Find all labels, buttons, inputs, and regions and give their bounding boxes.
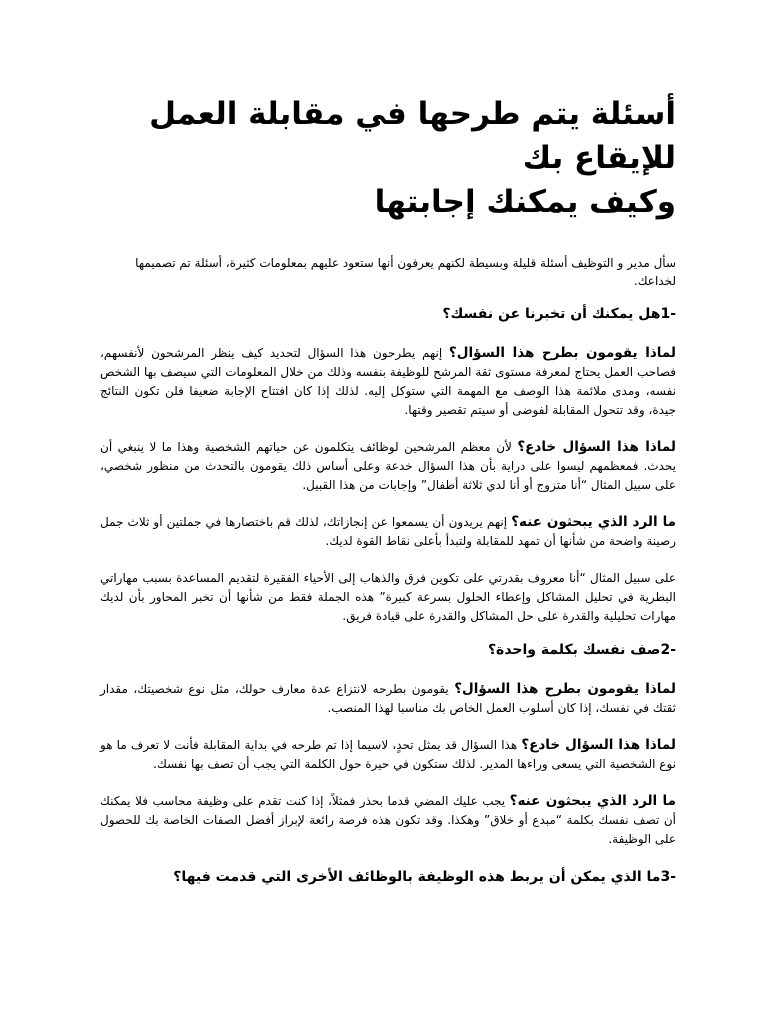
q2-why-label: لماذا يقومون بطرح هذا السؤال؟	[454, 681, 676, 697]
q1-answer-text: إنهم يريدون أن يسمعوا عن إنجازاتك، لذلك قم باختصارها في جملتين أو ثلاث جمل رصينة واضحة من شأنها أن تمهد للمقابلة ولتبدأ بأعلى نقاط القوة لديك.	[100, 515, 676, 548]
q1-why-text: إنهم يطرحون هذا السؤال لتحديد كيف ينظر المرشحون لأنفسهم، فصاحب العمل يحتاج لمعرفة مستوى ثقة المرشح للوظيفة بنفسه وذلك من خلال المعلومات التي سيصف بها الشخص نفسه، ومدى ملائمة هذا الوصف مع المهمة التي ستوكل إليه. لذلك إذا كان افتتاح الإجابة ضعيفا فلن تكون النتائج جيدة، وقد تتحول المقابلة لفوضى أو سيتم تقصير وقتها.	[100, 346, 676, 417]
document-title	[100, 92, 676, 224]
question-3-heading: -3ما الذي يمكن أن يربط هذه الوظيفة بالوظائف الأخرى التي قدمت فيها؟	[173, 869, 676, 885]
q1-why-label: لماذا يقومون بطرح هذا السؤال؟	[448, 345, 676, 361]
q2-tricky-label: لماذا هذا السؤال خادع؟	[521, 737, 676, 753]
q2-why-text: يقومون بطرحه لانتزاع عدة معارف حولك، مثل نوع شخصيتك، مقدار ثقتك في نفسك، إذا كان أسلوب العمل الخاص بك مناسبا لهذا المنصب.	[100, 682, 676, 715]
q2-tricky-paragraph	[100, 736, 676, 774]
q2-answer-text: يجب عليك المضي قدما بحذر فمثلاً، إذا كنت تقدم على وظيفة محاسب فلا يمكنك أن تصف نفسك بكلمة “مبدع أو خلاق” وهكذا. وقد تكون هذه فرصة رائعة لإبراز أفضل الصفات الخاصة بك للحصول على الوظيفة.	[100, 794, 676, 846]
q2-tricky-text: هذا السؤال قد يمثل تحدٍ، لاسيما إذا تم طرحه في بداية المقابلة فأنت لا تعرف ما هو نوع الشخصية التي يسعى وراءها المدير. لذلك ستكون في حيرة حول الكلمة التي يجب أن تصف بها نفسك.	[100, 738, 676, 771]
q2-answer-label: ما الرد الذي يبحثون عنه؟	[509, 793, 676, 809]
q1-example-paragraph: على سبيل المثال “أنا معروف بقدرتي على تكوين فرق والذهاب إلى الأحياء الفقيرة لتقديم المساعدة بسبب مهاراتي البطرية في تحليل المشاكل وإعطاء الحلول بسرعة كبيرة” هذه الجملة فقط من شأنها أن تخبر المحاور بأن لديك مهارات تحليلية والقدرة على حل المشاكل والقدرة على قيادة فريق.	[100, 571, 676, 623]
title-line-2: وكيف يمكنك إجابتها	[374, 184, 676, 220]
q1-tricky-text: لأن معظم المرشحين لوظائف يتكلمون عن حياتهم الشخصية وهذا ما لا ينبغي أن يحدث. فمعظمهم ليسوا على دراية بأن هذا السؤال خدعة وعلى أساس ذلك يقومون بالتحدث من منظور شخصي، على سبيل المثال “أنا متزوج أو أنا لدي ثلاثة أطفال” وإجابات من هذا القبيل.	[100, 440, 676, 492]
q1-tricky-label: لماذا هذا السؤال خادع؟	[517, 439, 676, 455]
q1-answer-paragraph	[100, 513, 676, 551]
intro-paragraph: سأل مدير و التوظيف أسئلة قليلة وبسيطة لكنهم يعرفون أنها ستعود عليهم بمعلومات كثيرة، أسئلة تم تصميمها لخداعك.	[135, 256, 676, 288]
question-2-heading: -2صف نفسك بكلمة واحدة؟	[487, 642, 676, 658]
q2-why-paragraph	[100, 680, 676, 718]
question-1-heading: -1هل يمكنك أن تخبرنا عن نفسك؟	[442, 306, 676, 322]
q1-why-paragraph	[100, 344, 676, 420]
q1-answer-label: ما الرد الذي يبحثون عنه؟	[511, 514, 676, 530]
q1-tricky-paragraph	[100, 438, 676, 495]
q2-answer-paragraph	[100, 792, 676, 849]
title-line-1: أسئلة يتم طرحها في مقابلة العمل للإيقاع بك	[149, 96, 676, 176]
